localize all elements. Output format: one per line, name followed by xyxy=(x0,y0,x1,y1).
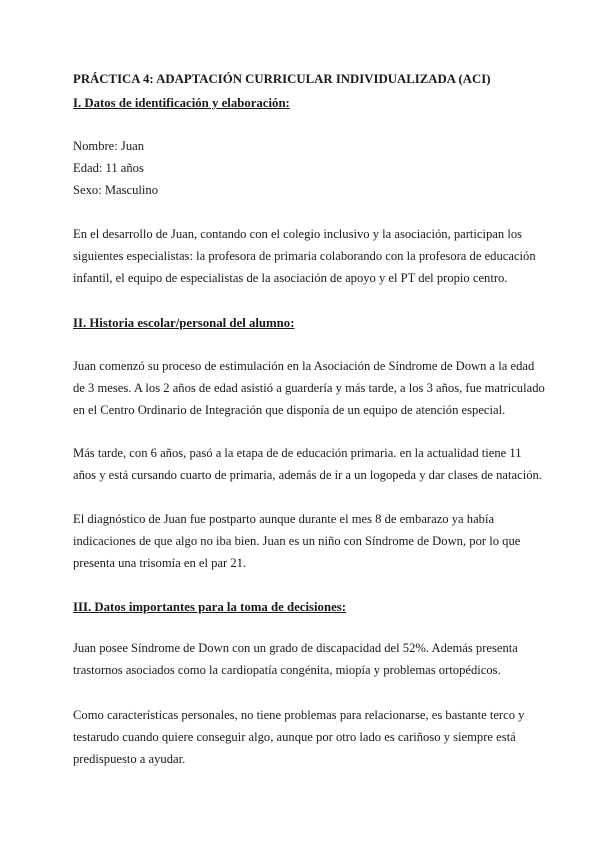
paragraph-line: infantil, el equipo de especialistas de la asociación de apoyo y el PT del propio centro. xyxy=(73,271,508,285)
paragraph-line: indicaciones de que algo no iba bien. Juan es un niño con Síndrome de Down, por lo que xyxy=(73,534,521,548)
field-nombre: Nombre: Juan xyxy=(73,139,144,153)
paragraph-line: El diagnóstico de Juan fue postparto aunque durante el mes 8 de embarazo ya había xyxy=(73,512,495,526)
paragraph-line: presenta una trisomía en el par 21. xyxy=(73,556,247,570)
document-title: PRÁCTICA 4: ADAPTACIÓN CURRICULAR INDIVIDUALIZADA (ACI) xyxy=(73,72,491,86)
section-3-paragraph-2 xyxy=(73,704,533,770)
paragraph-line: En el desarrollo de Juan, contando con el colegio inclusivo y la asociación, participan los xyxy=(73,227,523,241)
section-3-heading: III. Datos importantes para la toma de decisiones: xyxy=(73,600,346,614)
section-2-paragraph-3 xyxy=(73,508,533,574)
paragraph-line: de 3 meses. A los 2 años de edad asistió a guardería y más tarde, a los 3 años, fue matriculado xyxy=(73,381,545,395)
paragraph-line: Más tarde, con 6 años, pasó a la etapa de de educación primaria. en la actualidad tiene 11 xyxy=(73,446,522,460)
section-2-paragraph-2 xyxy=(73,442,542,486)
field-edad: Edad: 11 años xyxy=(73,161,144,175)
section-2-heading: II. Historia escolar/personal del alumno: xyxy=(73,316,295,330)
paragraph-line: Como características personales, no tiene problemas para relacionarse, es bastante terco y xyxy=(73,708,525,722)
section-1-paragraph xyxy=(73,223,536,289)
paragraph-line: trastornos asociados como la cardiopatía congénita, miopía y problemas ortopédicos. xyxy=(73,663,501,677)
paragraph-line: Juan comenzó su proceso de estimulación en la Asociación de Síndrome de Down a la edad xyxy=(73,359,535,373)
section-1-heading: I. Datos de identificación y elaboración: xyxy=(73,96,290,110)
paragraph-line: Juan posee Síndrome de Down con un grado de discapacidad del 52%. Además presenta xyxy=(73,641,518,655)
section-3-paragraph-1 xyxy=(73,637,533,681)
section-2-paragraph-1 xyxy=(73,355,545,421)
paragraph-line: en el Centro Ordinario de Integración que disponía de un equipo de atención especial. xyxy=(73,403,506,417)
paragraph-line: años y está cursando cuarto de primaria, además de ir a un logopeda y dar clases de natación. xyxy=(73,468,542,482)
paragraph-line: testarudo cuando quiere conseguir algo, aunque por otro lado es cariñoso y siempre está xyxy=(73,730,516,744)
paragraph-line: siguientes especialistas: la profesora de primaria colaborando con la profesora de educación xyxy=(73,249,536,263)
paragraph-line: predispuesto a ayudar. xyxy=(73,752,186,766)
field-sexo: Sexo: Masculino xyxy=(73,183,159,197)
